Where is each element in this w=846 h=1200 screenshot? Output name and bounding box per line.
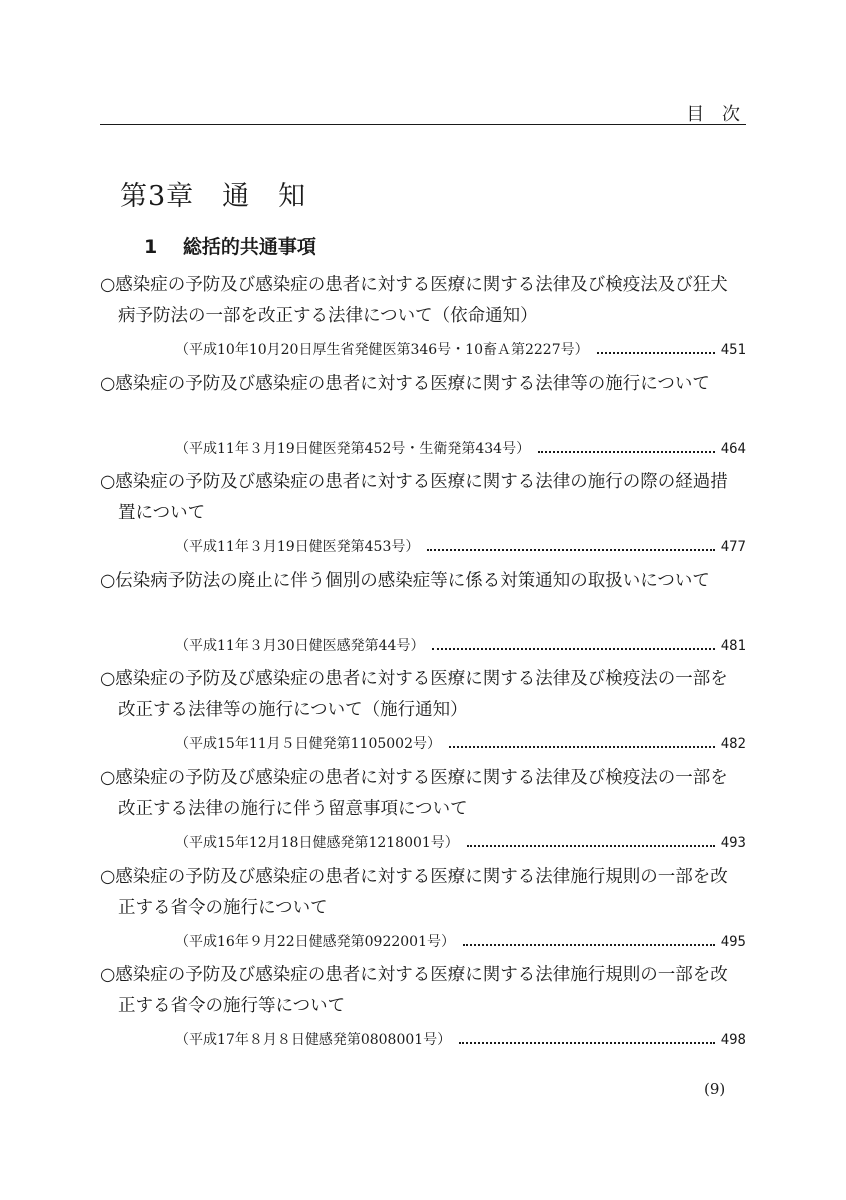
toc-entries bbox=[100, 270, 746, 1059]
toc-entry bbox=[100, 270, 746, 369]
entry-title: ○感染症の予防及び感染症の患者に対する医療に関する法律等の施行について bbox=[100, 373, 710, 394]
entry-page-number: 482 bbox=[720, 736, 746, 753]
entry-page-number: 498 bbox=[720, 1032, 746, 1049]
entry-reference-text: （平成15年12月18日健感発第1218001号） bbox=[175, 834, 459, 851]
dot-leader bbox=[427, 548, 714, 551]
entry-reference-text: （平成11年３月19日健医発第453号） bbox=[175, 539, 420, 556]
page-folio: (9) bbox=[704, 1080, 726, 1098]
toc-entry bbox=[100, 862, 746, 961]
entry-reference bbox=[175, 932, 746, 952]
toc-entry bbox=[100, 566, 746, 665]
entry-reference bbox=[175, 833, 746, 853]
entry-reference-text: （平成11年３月30日健医感発第44号） bbox=[175, 637, 425, 654]
toc-entry bbox=[100, 467, 746, 566]
chapter-title: 第3章 通 知 bbox=[120, 181, 307, 212]
dot-leader bbox=[449, 745, 715, 748]
entry-reference-text: （平成16年９月22日健感発第0922001号） bbox=[175, 933, 455, 950]
dot-leader bbox=[538, 450, 715, 453]
entry-title: ○感染症の予防及び感染症の患者に対する医療に関する法律施行規則の一部を改正する省令の施行について bbox=[100, 866, 728, 918]
toc-entry bbox=[100, 960, 746, 1059]
entry-page-number: 481 bbox=[720, 637, 746, 654]
dot-leader bbox=[597, 351, 715, 354]
entry-title: ○感染症の予防及び感染症の患者に対する医療に関する法律の施行の際の経過措置について bbox=[100, 472, 728, 524]
entry-reference bbox=[175, 439, 746, 459]
header-label: 目 次 bbox=[686, 104, 746, 125]
entry-title: ○伝染病予防法の廃止に伴う個別の感染症等に係る対策通知の取扱いについて bbox=[100, 570, 710, 591]
entry-page-number: 451 bbox=[720, 342, 746, 358]
entry-title: ○感染症の予防及び感染症の患者に対する医療に関する法律及び検疫法の一部を改正する法律等の施行について（施行通知） bbox=[100, 669, 728, 721]
dot-leader bbox=[432, 647, 714, 650]
entry-page-number: 464 bbox=[720, 440, 746, 457]
toc-entry bbox=[100, 664, 746, 763]
entry-page-number: 495 bbox=[720, 933, 746, 950]
entry-reference bbox=[175, 636, 746, 656]
entry-title: ○感染症の予防及び感染症の患者に対する医療に関する法律施行規則の一部を改正する省令の施行等について bbox=[100, 965, 728, 1017]
section-title: 1 総括的共通事項 bbox=[144, 236, 316, 258]
entry-reference-text: （平成11年３月19日健医発第452号・生衛発第434号） bbox=[175, 440, 531, 457]
entry-reference-text: （平成15年11月５日健発第1105002号） bbox=[175, 736, 441, 753]
dot-leader bbox=[463, 943, 715, 946]
entry-page-number: 493 bbox=[720, 834, 746, 851]
dot-leader bbox=[459, 1041, 715, 1044]
dot-leader bbox=[467, 844, 715, 847]
entry-reference-text: （平成10年10月20日厚生省発健医第346号・10畜Ａ第2227号） bbox=[175, 342, 589, 358]
entry-title: ○感染症の予防及び感染症の患者に対する医療に関する法律及び検疫法及び狂犬病予防法の一部を改正する法律について（依命通知） bbox=[100, 275, 728, 326]
toc-entry bbox=[100, 369, 746, 468]
entry-reference bbox=[175, 340, 746, 360]
entry-reference bbox=[175, 537, 746, 557]
entry-page-number: 477 bbox=[720, 539, 746, 556]
header-divider bbox=[100, 124, 746, 125]
toc-entry bbox=[100, 763, 746, 862]
entry-reference-text: （平成17年８月８日健感発第0808001号） bbox=[175, 1032, 452, 1049]
entry-reference bbox=[175, 1030, 746, 1050]
entry-reference bbox=[175, 734, 746, 754]
entry-title: ○感染症の予防及び感染症の患者に対する医療に関する法律及び検疫法の一部を改正する法律の施行に伴う留意事項について bbox=[100, 767, 728, 819]
